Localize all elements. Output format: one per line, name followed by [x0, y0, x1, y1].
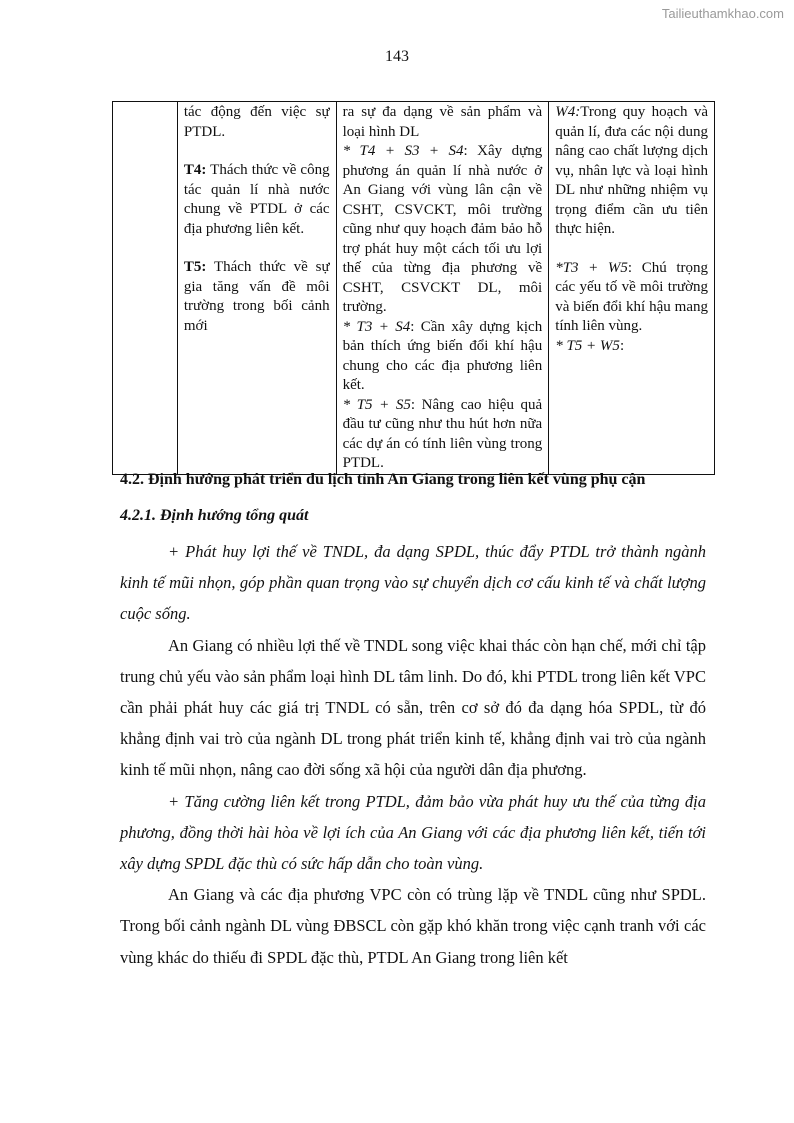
paragraph: An Giang có nhiều lợi thế về TNDL song việc khai thác còn hạn chế, mới chỉ tập trung chủ yếu vào sản phẩm loại hình DL tâm linh. Do đó, khi PTDL trong liên kết VPC cần phải phát huy các giá trị TNDL có sẵn, trên cơ sở đó đa dạng hóa SPDL, từ đó khẳng định vai trò của ngành DL trong phát triển kinh tế, khẳng định vai trò của ngành kinh tế mũi nhọn, nâng cao đời sống xã hội của người dân địa phương.	[120, 635, 706, 780]
paragraph-orientation-2: + Tăng cường liên kết trong PTDL, đảm bảo vừa phát huy ưu thế của từng địa phương, đồng thời hài hòa về lợi ích của An Giang với các địa phương liên kết, tiến tới xây dựng SPDL đặc thù có sức hấp dẫn cho toàn vùng.	[120, 791, 706, 874]
cell-text-t3-s4	[343, 318, 543, 396]
cell-text: tác động đến việc sự PTDL.	[183, 104, 330, 140]
strategy-label: * T5 + W5	[555, 337, 620, 354]
cell-text-t5-s5	[343, 396, 543, 474]
strategy-text: Trong quy hoạch và quản lí, đưa các nội dung nâng cao chất lượng dịch vụ, nhân lực và loại hình DL như những nhiệm vụ trọng điểm cần ưu tiên thực hiện.	[555, 104, 708, 237]
strategy-text: : Cần xây dựng kịch bản thích ứng biến đổi khí hậu chung cho các địa phương liên kết.	[342, 318, 543, 393]
cell-text-t5	[184, 258, 330, 336]
cell-text-t5-w5	[555, 337, 708, 357]
strategy-text: :	[619, 337, 625, 354]
table-cell-st-strategies	[336, 102, 549, 475]
table-cell-empty	[113, 102, 178, 475]
section-heading-4-2-1: 4.2.1. Định hướng tổng quát	[120, 507, 309, 524]
paragraph-orientation-1: + Phát huy lợi thế về TNDL, đa dạng SPDL, thúc đẩy PTDL trở thành ngành kinh tế mũi nhọn, góp phần quan trọng vào sự chuyển dịch cơ cấu kinh tế và chất lượng cuộc sống.	[120, 542, 706, 624]
cell-text: ra sự đa dạng về sản phẩm và loại hình DL	[342, 104, 543, 140]
t5-label: T5:	[183, 259, 207, 275]
page-number: 143	[385, 48, 409, 65]
paragraph: An Giang và các địa phương VPC còn có trùng lặp về TNDL cũng như SPDL. Trong bối cảnh ngành DL vùng ĐBSCL còn gặp khó khăn trong việc cạnh tranh với các vùng khác do thiếu đi SPDL đặc thù, PTDL An Giang trong liên kết	[120, 885, 706, 967]
cell-text-t3-w5	[555, 259, 708, 337]
strategy-label: *T3 + W5	[555, 259, 628, 276]
strategy-label: * T5 + S5	[342, 396, 411, 413]
strategy-text: : Nâng cao hiệu quả đầu tư cũng như thu hút hơn nữa các dự án có tính liên vùng trong PTDL.	[342, 396, 543, 471]
strategy-label: W4:	[555, 104, 581, 120]
cell-text-t4	[184, 161, 330, 239]
strategy-label: * T3 + S4	[342, 318, 411, 335]
swot-table	[112, 101, 715, 475]
watermark: Tailieuthamkhao.com	[661, 6, 784, 21]
strategy-label: * T4 + S3 + S4	[342, 143, 464, 159]
table-row	[113, 102, 715, 475]
cell-text-t4-s3-s4	[343, 142, 543, 318]
table-cell-wt-strategies	[549, 102, 715, 475]
t4-text: Thách thức về công tác quản lí nhà nước chung về PTDL ở các địa phương liên kết.	[183, 162, 330, 237]
strategy-text: : Chú trọng các yếu tố về môi trường và biến đổi khí hậu mang tính liên vùng.	[555, 259, 708, 334]
section-heading-4-2: 4.2. Định hướng phát triển du lịch tỉnh An Giang trong liên kết vùng phụ cận	[120, 471, 646, 488]
table-cell-threats	[177, 102, 336, 475]
strategy-text: : Xây dựng phương án quản lí nhà nước ở An Giang với vùng lân cận về CSHT, CSVCKT, môi trường cũng như quy hoạch đảm bảo hỗ trợ phát huy một cách tối ưu lợi thế của từng địa phương về CSHT, CSVCKT DL, môi trường.	[342, 143, 543, 315]
body-text	[120, 536, 706, 973]
t4-label: T4:	[183, 162, 207, 178]
cell-text-w4	[555, 103, 708, 240]
t5-text: Thách thức về sự gia tăng vấn đề môi trường trong bối cảnh mới	[183, 259, 330, 334]
